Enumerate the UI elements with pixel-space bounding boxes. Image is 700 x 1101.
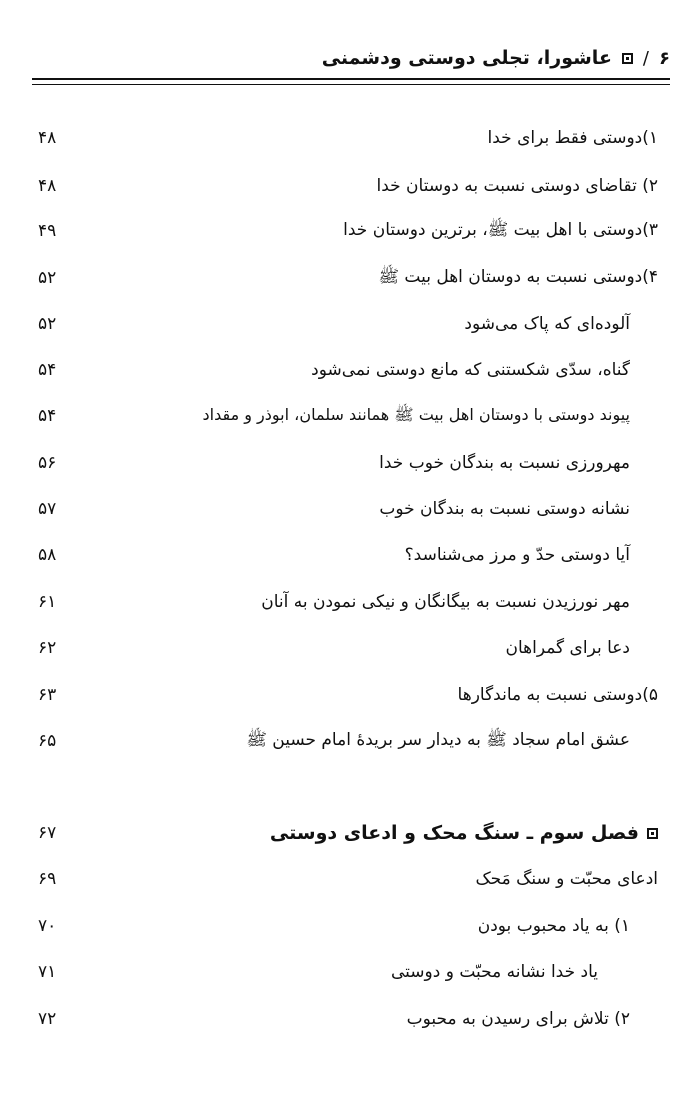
toc-entry-title: یاد خدا نشانه محبّت و دوستی [390, 962, 598, 982]
section-page: ۶۷ [38, 823, 57, 843]
toc-entry-title: ۴)دوستی نسبت به دوستان اهل بیت ﷺ [378, 266, 658, 287]
toc-entry-title: آیا دوستی حدّ و مرز می‌شناسد؟ [404, 545, 630, 565]
header-title: عاشورا، تجلی دوستی ودشمنی [321, 47, 612, 69]
toc-entry-page: ۴۸ [38, 176, 57, 196]
running-header [32, 40, 670, 76]
toc-entry-page: ۴۸ [38, 128, 57, 148]
toc-entry [38, 309, 658, 339]
toc-entry-title: دعا برای گمراهان [505, 638, 630, 658]
square-bullet-icon [622, 53, 633, 64]
toc-entry-page: ۷۱ [38, 962, 57, 982]
toc-entry-page: ۶۵ [38, 731, 57, 751]
section-title-wrap [270, 822, 658, 844]
toc-entry-page: ۶۳ [38, 685, 57, 705]
toc-entry [38, 864, 658, 894]
toc-entry [38, 263, 658, 293]
section-title: فصل سوم ـ سنگ محک و ادعای دوستی [269, 822, 639, 844]
toc-entry-page: ۵۷ [38, 499, 57, 519]
toc-entry-title: پیوند دوستی با دوستان اهل بیت ﷺ همانند سلمان، ابوذر و مقداد [202, 404, 630, 424]
toc-entry-page: ۷۰ [38, 916, 57, 936]
toc-entry-page: ۶۱ [38, 592, 57, 612]
toc-entry [38, 540, 658, 570]
toc-entry [38, 171, 658, 201]
toc-entry [38, 448, 658, 478]
toc-entry [38, 726, 658, 756]
toc-entry-title: ۲) تقاضای دوستی نسبت به دوستان خدا [376, 176, 658, 196]
toc-entry [38, 911, 658, 941]
toc-entry [38, 123, 658, 153]
toc-entry-page: ۶۲ [38, 638, 57, 658]
header-rule-thick [32, 78, 670, 80]
toc-entry-title: عشق امام سجاد ﷺ به دیدار سر بریدهٔ امام حسین ﷺ [246, 729, 630, 750]
toc-entry-page: ۵۲ [38, 314, 57, 334]
toc-entry-title: ۲) تلاش برای رسیدن به محبوب [406, 1009, 630, 1029]
toc-entry [38, 680, 658, 710]
toc-entry-title: ادعای محبّت و سنگ مَحک [475, 869, 658, 889]
toc-entry [38, 957, 658, 987]
toc-entry [38, 1004, 658, 1034]
square-bullet-icon [647, 828, 658, 839]
toc-entry-title: ۵)دوستی نسبت به ماندگارها [457, 685, 658, 705]
toc-entry-title: مهر نورزیدن نسبت به بیگانگان و نیکی نمودن به آنان [261, 592, 630, 612]
toc-entry [38, 355, 658, 385]
toc-entry [38, 587, 658, 617]
toc-entry-page: ۵۴ [38, 360, 57, 380]
toc-entry-title: ۱)دوستی فقط برای خدا [487, 128, 658, 148]
toc-entry-page: ۵۴ [38, 406, 57, 426]
toc-entry-page: ۶۹ [38, 869, 57, 889]
toc-entry-title: نشانه دوستی نسبت به بندگان خوب [379, 499, 630, 519]
header-separator: / [642, 47, 649, 69]
toc-entry-page: ۵۶ [38, 453, 57, 473]
toc-section-heading [38, 818, 658, 848]
toc-entry-title: آلوده‌ای که پاک می‌شود [464, 314, 630, 334]
toc-entry [38, 494, 658, 524]
toc-entry-page: ۵۲ [38, 268, 57, 288]
toc-entry-page: ۵۸ [38, 545, 57, 565]
toc-entry-title: گناه، سدّی شکستنی که مانع دوستی نمی‌شود [311, 360, 630, 380]
header-page-number: ۶ [659, 47, 670, 69]
toc-entry-title: ۳)دوستی با اهل بیت ﷺ، برترین دوستان خدا [343, 219, 658, 240]
toc-entry-page: ۴۹ [38, 221, 57, 241]
toc-entry [38, 633, 658, 663]
toc-entry [38, 401, 658, 431]
toc-entry-title: ۱) به یاد محبوب بودن [477, 916, 630, 936]
toc-entry [38, 216, 658, 246]
header-rule-thin [32, 84, 670, 85]
toc-entry-page: ۷۲ [38, 1009, 57, 1029]
toc-entry-title: مهرورزی نسبت به بندگان خوب خدا [379, 453, 630, 473]
